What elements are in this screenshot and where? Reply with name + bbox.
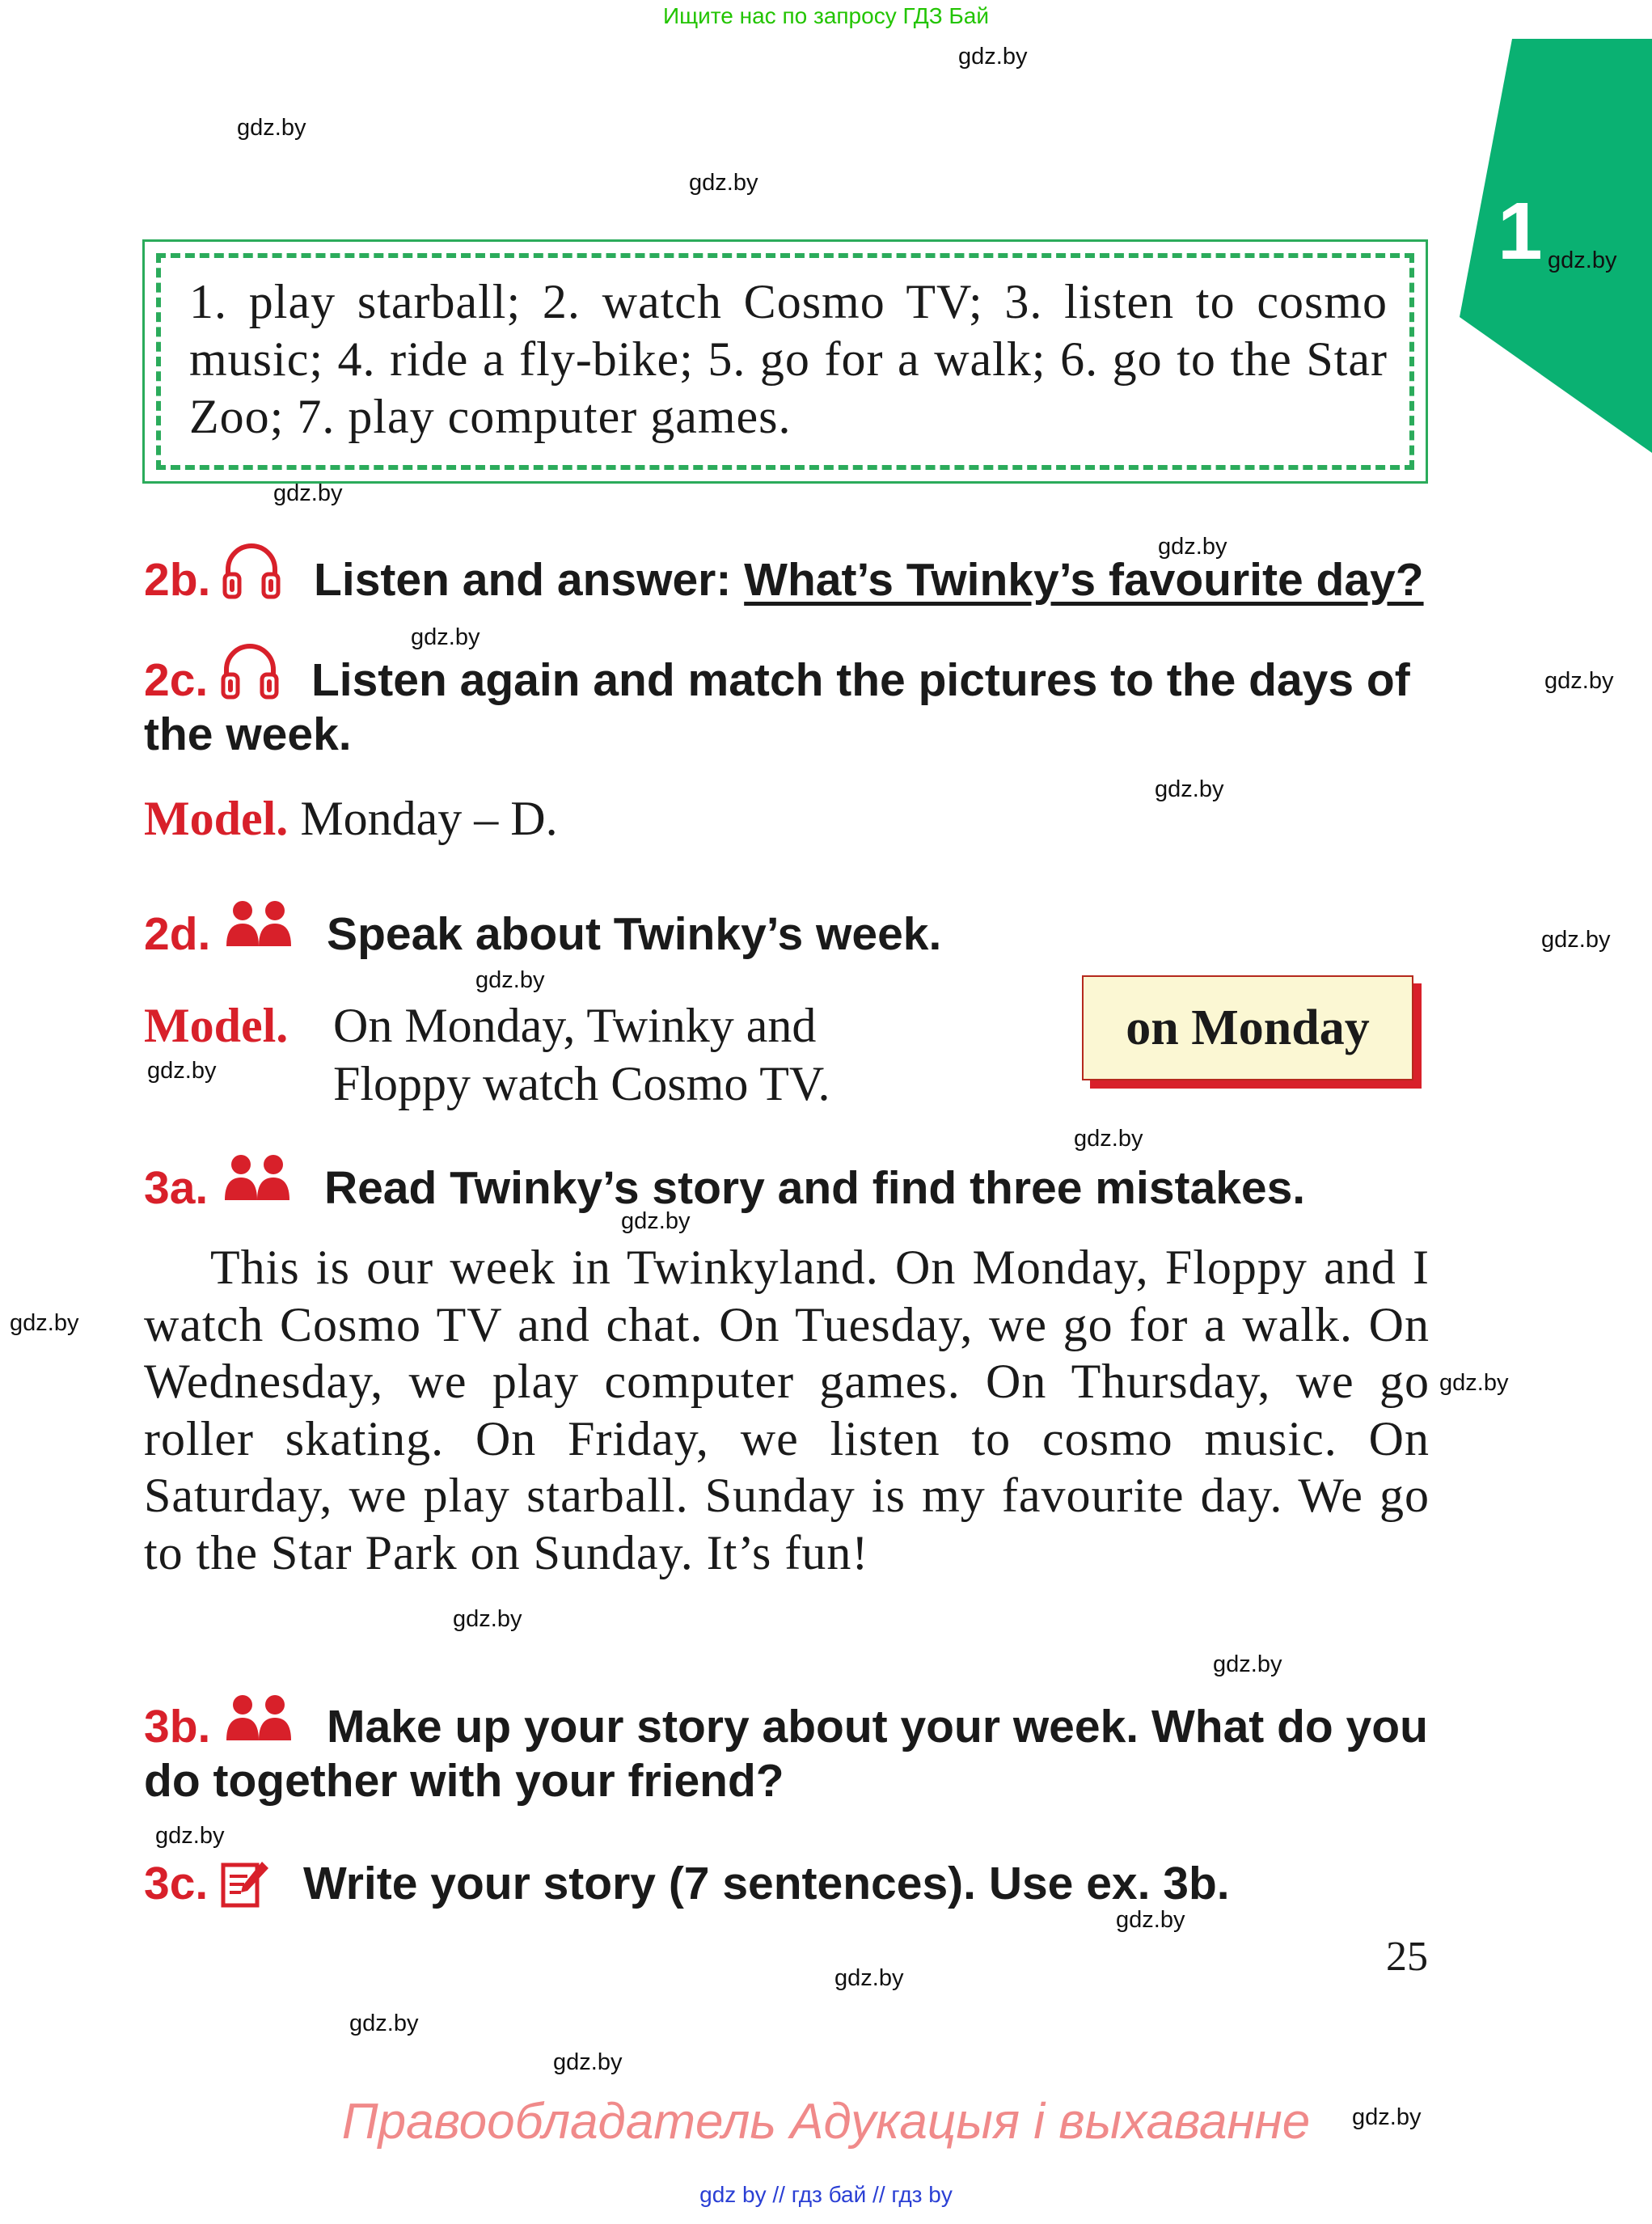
task-number: 2c. [144, 654, 209, 706]
task-2b [144, 553, 1424, 607]
watermark: gdz.by [621, 1208, 691, 1234]
watermark: gdz.by [147, 1058, 217, 1084]
task-number: 2d. [144, 908, 211, 960]
task-number: 3a. [144, 1162, 209, 1214]
story-body: This is our week in Twinkyland. On Monday, Floppy and I watch Cosmo TV and chat. On Tuesday, we go for a walk. On Wednesday, we play computer games. On Thursday, we go roller skating. On Friday, we listen to cosmo music. On Saturday, we play starball. Sunday is my favourite day. We go to the Star Park on Sunday. It’s fun! [144, 1241, 1430, 1579]
model-line-1: On Monday, Twinky and [333, 999, 817, 1052]
task-number: 2b. [144, 554, 211, 606]
watermark: gdz.by [1541, 927, 1611, 953]
writing-icon [220, 1858, 270, 1909]
watermark: gdz.by [155, 1823, 225, 1849]
pair-work-icon [225, 899, 294, 949]
task-text: Make up your story about your week. What do you do together with your friend? [144, 1701, 1428, 1807]
model-line-2: Floppy watch Cosmo TV. [333, 1057, 830, 1110]
task-text: Read Twinky’s story and find three mistakes. [323, 1162, 1306, 1214]
model-text: Monday – D. [300, 792, 558, 845]
watermark: gdz.by [349, 2010, 419, 2036]
watermark: gdz.by [689, 170, 758, 196]
task-number: 3b. [144, 1701, 211, 1753]
task-3c [144, 1857, 1230, 1910]
answer-text: 1. play starball; 2. watch Cosmo TV; 3. listen to cosmo music; 4. ride a fly-bike; 5. go for a walk; 6. go to the Star Zoo; 7. play computer games. [189, 275, 1388, 443]
watermark: gdz.by [1213, 1651, 1282, 1677]
rights-holder: Правообладатель Адукацыя і выхаванне [341, 2094, 1311, 2150]
watermark: gdz.by [1352, 2104, 1422, 2130]
page-number: 25 [1386, 1934, 1428, 1980]
unit-tab [1460, 39, 1652, 453]
watermark: gdz.by [10, 1310, 79, 1336]
search-note: Ищите нас по запросу ГДЗ Бай [662, 3, 990, 28]
task-3a [144, 1161, 1305, 1215]
model-example-1 [144, 791, 558, 847]
watermark: gdz.by [1074, 1126, 1143, 1152]
headphones-icon [220, 539, 283, 602]
watermark: gdz.by [1116, 1907, 1185, 1933]
task-text: Listen again and match the pictures to the days of the week. [144, 654, 1410, 760]
watermark: gdz.by [1155, 776, 1224, 802]
unit-number: 1 [1498, 186, 1543, 277]
watermark: gdz.by [237, 115, 306, 141]
watermark: gdz.by [273, 480, 343, 506]
watermark: gdz.by [453, 1606, 522, 1632]
watermark: gdz.by [411, 624, 480, 650]
watermark: gdz.by [1544, 668, 1614, 694]
watermark: gdz.by [958, 44, 1028, 70]
pair-work-icon [223, 1153, 293, 1203]
watermark: gdz.by [1158, 534, 1227, 560]
phrase-card-text: on Monday [1126, 1000, 1370, 1055]
task-3b [144, 1700, 1431, 1808]
task-text: Speak about Twinky’s week. [327, 908, 942, 960]
watermark: gdz.by [1439, 1370, 1509, 1396]
watermark: gdz.by [1548, 247, 1617, 273]
task-text: Write your story (7 sentences). Use ex. 3b. [302, 1858, 1230, 1909]
task-2c [144, 653, 1431, 762]
watermark: gdz.by [475, 967, 545, 993]
task-text: Listen and answer: [314, 554, 745, 606]
watermark: gdz.by [834, 1965, 904, 1991]
task-number: 3c. [144, 1858, 209, 1909]
footer-links: gdz by // гдз бай // гдз by [699, 2182, 953, 2207]
story-text [144, 1239, 1430, 1581]
watermark: gdz.by [553, 2049, 623, 2075]
task-question: What’s Twinky’s favourite day? [744, 554, 1424, 606]
model-label: Model. [144, 999, 289, 1052]
model-label: Model. [144, 792, 289, 845]
headphones-icon [218, 639, 281, 702]
pair-work-icon [225, 1693, 294, 1744]
